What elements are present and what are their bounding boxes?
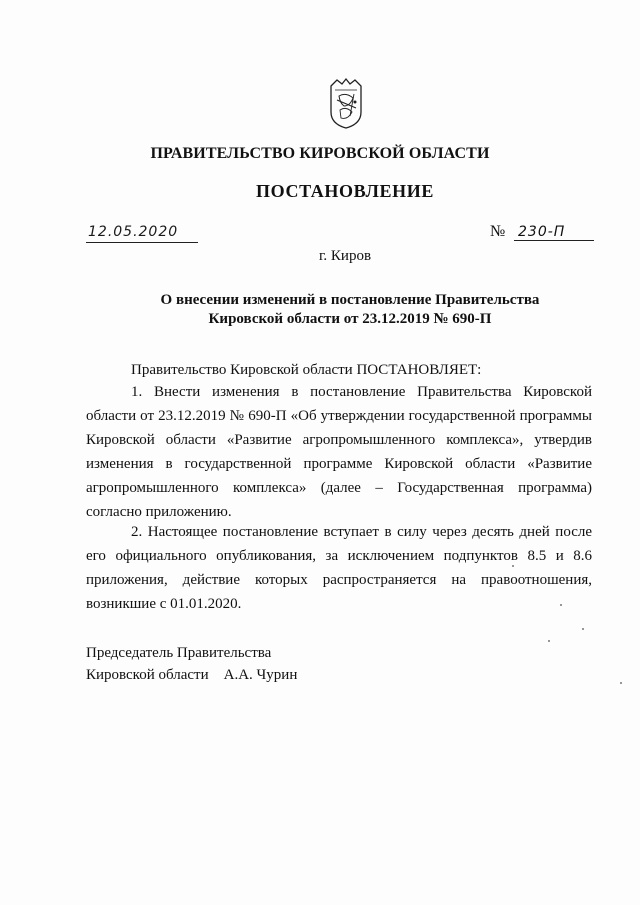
signature-block	[86, 642, 297, 686]
scan-speck	[560, 604, 562, 606]
date-value: 12.05.2020	[88, 224, 179, 240]
subject-heading	[100, 291, 600, 329]
number-field	[490, 223, 596, 242]
government-title: ПРАВИТЕЛЬСТВО КИРОВСКОЙ ОБЛАСТИ	[150, 145, 490, 162]
number-underline	[514, 240, 594, 241]
document-type-title: ПОСТАНОВЛЕНИЕ	[256, 181, 434, 201]
preamble: Правительство Кировской области ПОСТАНОВЛЯЕТ:	[131, 362, 482, 378]
city: г. Киров	[318, 248, 372, 264]
scan-speck	[582, 628, 584, 630]
subject-line-1: О внесении изменений в постановление Правительства	[160, 292, 540, 308]
paragraph-1: 1. Внести изменения в постановление Правительства Кировской области от 23.12.2019 № 690-П «Об утверждении государственной программы Кировской области «Развитие агропромышленного комплекса», утвердив изменения в государственной программе Кировской области «Развитие агропромышленного комплекса» (далее – Государственная программа) согласно приложению.	[86, 384, 592, 520]
signer-position-line-2-row	[86, 664, 297, 686]
scan-speck	[548, 640, 550, 642]
number-value: 230-П	[518, 224, 566, 240]
number-sign: №	[490, 223, 506, 240]
date-field	[86, 224, 198, 243]
signer-position-line-2: Кировской области	[86, 667, 209, 683]
scan-speck	[512, 565, 514, 567]
kirov-coat-of-arms-icon	[326, 76, 366, 130]
signer-name: А.А. Чурин	[223, 667, 298, 683]
scan-speck	[620, 682, 622, 684]
signer-position-line-1: Председатель Правительства	[86, 645, 272, 661]
subject-line-2: Кировской области от 23.12.2019 № 690-П	[208, 311, 492, 327]
paragraph-2: 2. Настоящее постановление вступает в силу через десять дней после его официального опубликования, за исключением подпунктов 8.5 и 8.6 приложения, действие которых распространяется на правоотношения, возникшие с 01.01.2020.	[86, 524, 592, 612]
